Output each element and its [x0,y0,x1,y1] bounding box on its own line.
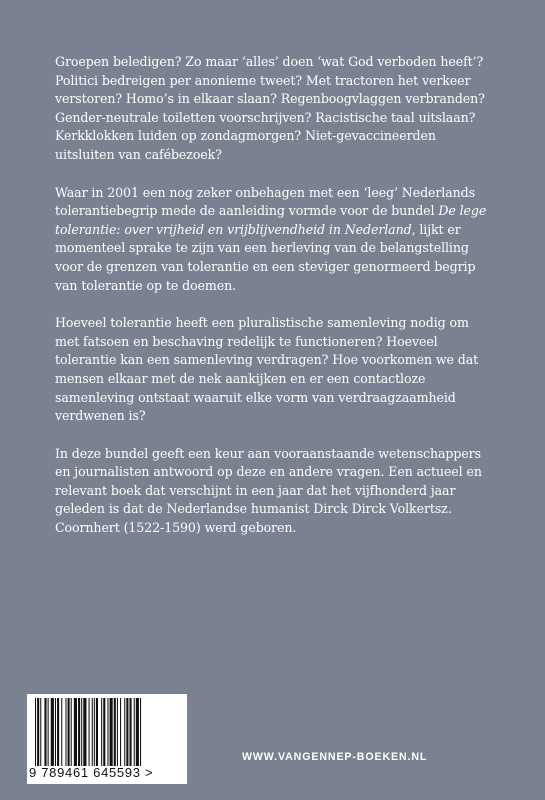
paragraph-2-end: , lijkt er momenteel sprake te zijn van een herleving van de belangstelling voor de grenzen van tolerantie en een steviger genormeerd begrip van tolerantie op te doemen. [55,221,476,293]
barcode-bars [35,698,183,766]
publisher-website: WWW.VANGENNEP-BOEKEN.NL [242,751,428,763]
book-title: De lege tolerantie: over vrijheid en vrijblijvendheid in Nederland [55,203,487,237]
isbn-barcode [27,694,187,784]
blurb-paragraph-1: Groepen beledigen? Zo maar ‘alles’ doen ‘wat God verboden heeft’? Politici bedreigen per anonieme tweet? Met tractoren het verkeer verstoren? Homo’s in elkaar slaan? Regenboogvlaggen verbranden? Gender-neutrale toiletten voorschrijven? Racistische taal uitslaan? Kerkklokken luiden op zondagmorgen? Niet-gevaccineerden uitsluiten van cafébezoek? [55,54,485,162]
blurb [55,53,495,557]
paragraph-2-start: Waar in 2001 een nog zeker onbehagen met een ‘leeg’ Nederlands tolerantiebegrip mede de aanleiding vormde voor de bundel [55,184,475,219]
blurb-paragraph-2 [55,184,495,296]
blurb-paragraph-4: In deze bundel geeft een keur aan vooraanstaande wetenschappers en journalisten antwoord op deze en andere vragen. Een actueel en relevant boek dat verschijnt in een jaar dat het vijfhonderd jaar geleden is dat de Nederlandse humanist Dirck Dirck Volkertsz. Coornhert (1522-1590) werd geboren. [55,445,482,536]
isbn-digits: 9 789461 645593 > [29,765,154,780]
blurb-paragraph-3: Hoeveel tolerantie heeft een pluralistische samenleving nodig om met fatsoen en beschaving redelijk te functioneren? Hoeveel tolerantie kan een samenleving verdragen? Hoe voorkomen we dat mensen elkaar met de nek aankijken en er een contactloze samenleving ontstaat waaruit elke vorm van verdraagzaamheid verdwenen is? [55,315,479,424]
